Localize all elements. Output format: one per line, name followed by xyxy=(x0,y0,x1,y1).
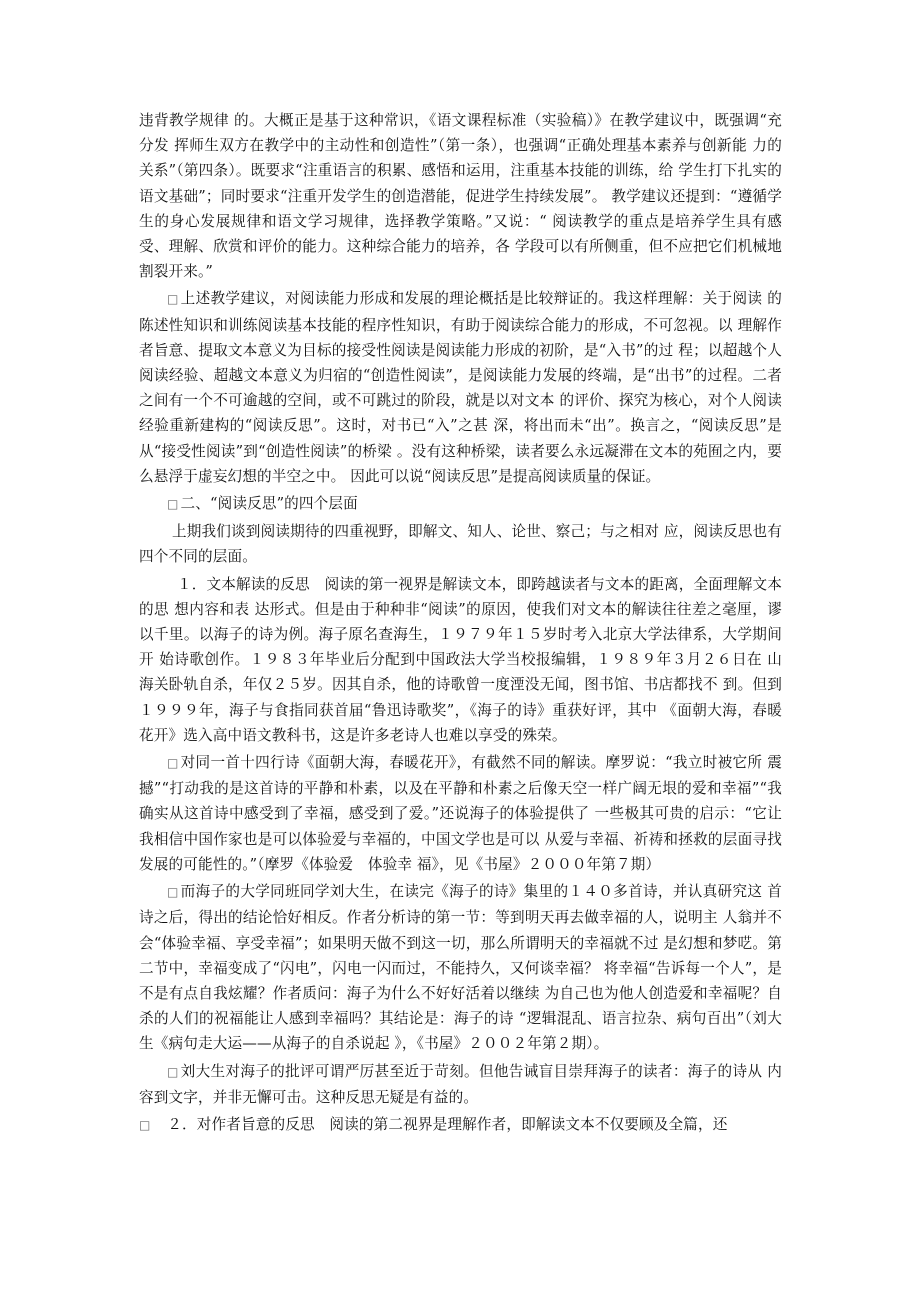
paragraph-1 xyxy=(139,108,782,284)
paragraph-text: 刘大生对海子的批评可谓严厉甚至近于苛刻。但他告诫盲目崇拜海子的读者：海子的诗从 内容到文字，并非无懈可击。这种反思无疑是有益的。 xyxy=(139,1062,782,1106)
missing-glyph-icon: □ xyxy=(167,497,179,512)
paragraph-8 xyxy=(139,1059,782,1110)
paragraph-text: 对同一首十四行诗《面朝大海，春暖花开》，有截然不同的解读。摩罗说：“我立时被它所 震撼”“打动我的是这首诗的平静和朴素，以及在平静和朴素之后像天空一样广阔无垠的爱和幸福”“我确实从这首诗中感受到了幸福，感受到了爱。”还说海子的体验提供了 一些极其可贵的启示：“它让我相信中国作家也是可以体验爱与幸福的，中国文学也是可以 从爱与幸福、祈祷和拯救的层面寻找发展的可能性的。”（摩罗《体验爱 体验幸 福》，见《书屋》２０００年第７期） xyxy=(139,754,782,873)
paragraph-2 xyxy=(139,286,782,489)
missing-glyph-icon: □ xyxy=(167,885,179,900)
paragraph-7 xyxy=(139,879,782,1056)
paragraph-text: 而海子的大学同班同学刘大生，在读完《海子的诗》集里的１４０多首诗，并认真研究这 首诗之后，得出的结论恰好相反。作者分析诗的第一节：等到明天再去做幸福的人，说明主 人翁并不会“体验幸福、享受幸福”；如果明天做不到这一切，那么所谓明天的幸福就不过 是幻想和梦呓。第二节中，幸福变成了“闪电”，闪电一闪而过，不能持久，又何谈幸福？ 将幸福“告诉每一个人”，是不是有点自我炫耀？作者质问：海子为什么不好好活着以继续 为自己也为他人创造爱和幸福呢？自杀的人们的祝福能让人感到幸福吗？其结论是：海子的诗 “逻辑混乱、语言拉杂、病句百出”（刘大生《病句走大运——从海子的自杀说起 》，《书屋》２００２年第２期）。 xyxy=(139,883,782,1053)
paragraph-text: １．文本解读的反思 阅读的第一视界是解读文本，即跨越读者与文本的距离，全面理解文本的思 想内容和表 达形式。但是由于种种非“阅读”的原因，使我们对文本的解读往往差之毫厘，谬以千里。以海子的诗为例。海子原名查海生，１９７９年１５岁时考入北京大学法律系，大学期间开 始诗歌创作。１９８３年毕业后分配到中国政法大学当校报编辑，１９８９年３月２６日在 山海关卧轨自杀，年仅２５岁。因其自杀，他的诗歌曾一度湮没无闻，图书馆、书店都找不 到。但到１９９９年，海子与食指同获首届“鲁迅诗歌奖”，《海子的诗》重获好评，其中 《面朝大海，春暖花开》选入高中语文教科书，这是许多老诗人也难以享受的殊荣。 xyxy=(139,575,782,744)
section-heading-text: 二、“阅读反思”的四个层面 xyxy=(180,495,358,513)
paragraph-text: ２．对作者旨意的反思 阅读的第二视界是理解作者，即解读文本不仅要顾及全篇，还 xyxy=(167,1115,728,1133)
paragraph-text: 上述教学建议，对阅读能力形成和发展的理论概括是比较辩证的。我这样理解：关于阅读 的 陈述性知识和训练阅读基本技能的程序性知识，有助于阅读综合能力的形成，不可忽视。以 理解作者旨意、提取文本意义为目标的接受性阅读是阅读能力形成的初阶，是“入书”的过 程；以超越个人阅读经验、超越文本意义为归宿的“创造性阅读”，是阅读能力发展的终端，是“出书”的过程。二者之间有一个不可逾越的空间，或不可跳过的阶段，就是以对文本 的评价、探究为核心，对个人阅读经验重新建构的“阅读反思”。这时，对书已“入”之甚 深，将出而未“出”。换言之，“阅读反思”是从“接受性阅读”到“创造性阅读”的桥梁 。没有这种桥梁，读者要么永远凝滞在文本的苑囿之内，要么悬浮于虚妄幻想的半空之中。 因此可以说“阅读反思”是提高阅读质量的保证。 xyxy=(139,290,782,485)
missing-glyph-icon: □ xyxy=(139,1117,151,1132)
paragraph-4 xyxy=(139,519,782,569)
missing-glyph-icon: □ xyxy=(167,1064,179,1079)
paragraph-text: 违背教学规律 的。大概正是基于这种常识，《语文课程标准（实验稿）》在教学建议中，既强调“充分发 挥师生双方在教学中的主动性和创造性”（第一条），也强调“正确处理基本素养与创新能 力的关系”（第四条）。既要求“注重语言的积累、感悟和运用，注重基本技能的训练，给 学生打下扎实的语文基础”；同时要求“注重开发学生的创造潜能，促进学生持续发展”。 教学建议还提到：“遵循学生的身心发展规律和语文学习规律，选择教学策略。”又说：“ 阅读教学的重点是培养学生具有感受、理解、欣赏和评价的能力。这种综合能力的培养，各 学段可以有所侧重，但不应把它们机械地割裂开来。” xyxy=(139,112,782,281)
paragraph-6 xyxy=(139,750,782,877)
paragraph-5 xyxy=(139,572,782,748)
paragraph-text: 上期我们谈到阅读期待的四重视野，即解文、知人、论世、察己；与之相对 应，阅读反思也有四个不同的层面。 xyxy=(139,523,782,566)
paragraph-9 xyxy=(139,1112,782,1138)
missing-glyph-icon: □ xyxy=(167,292,179,307)
missing-glyph-icon: □ xyxy=(167,756,179,771)
document-page xyxy=(139,108,782,1140)
section-heading xyxy=(139,491,782,517)
